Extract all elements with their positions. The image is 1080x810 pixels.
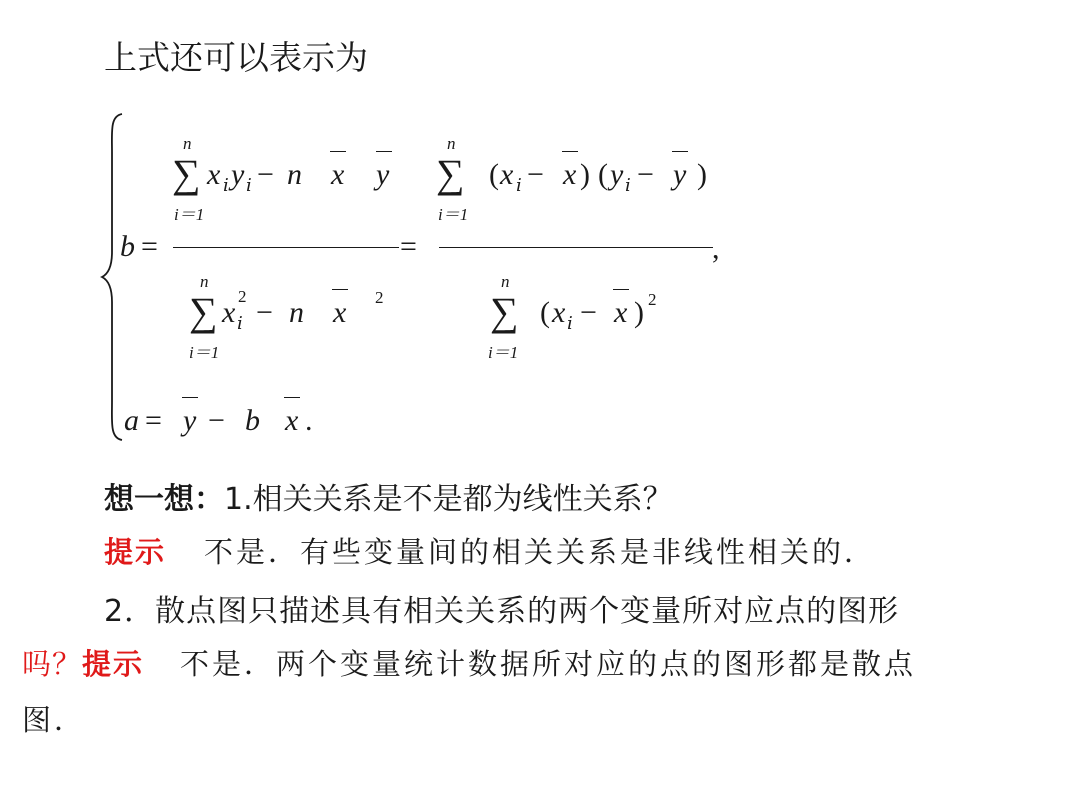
- var-x: x: [222, 296, 236, 329]
- period: .: [305, 404, 313, 437]
- subscript-i: i: [567, 313, 573, 334]
- sum-symbol: ∑: [436, 151, 465, 196]
- var-x-bar: x: [333, 296, 347, 329]
- paren-left: (: [540, 296, 550, 329]
- subscript-i: i: [625, 175, 631, 196]
- minus-sign: −: [637, 158, 654, 191]
- question-1-text: 1.相关关系是不是都为线性关系？: [224, 482, 673, 517]
- subscript-i: i: [246, 175, 252, 196]
- var-x-bar: x: [563, 158, 577, 191]
- var-x: x: [552, 296, 566, 329]
- paren-left: (: [489, 158, 499, 191]
- answer-2-cont: 图．: [22, 703, 87, 737]
- left-brace: [100, 112, 126, 442]
- minus-sign: −: [527, 158, 544, 191]
- overline: [672, 151, 688, 152]
- var-x-bar: x: [331, 158, 345, 191]
- var-b: b: [120, 230, 135, 263]
- var-x: x: [500, 158, 514, 191]
- equals-sign: =: [400, 230, 417, 263]
- sum-symbol: ∑: [490, 289, 519, 334]
- paren-right: ): [697, 158, 707, 191]
- sum-upper-n: n: [183, 134, 192, 153]
- overline: [562, 151, 578, 152]
- overline: [332, 289, 348, 290]
- var-y-bar: y: [376, 158, 390, 191]
- fraction-line: [173, 247, 399, 248]
- var-y: y: [231, 158, 245, 191]
- var-x-bar: x: [614, 296, 628, 329]
- sum-lower-index: i＝1: [488, 343, 519, 362]
- sum-upper-n: n: [501, 272, 510, 291]
- sum-upper-n: n: [447, 134, 456, 153]
- answer-1-text: 不是．有些变量间的相关关系是非线性相关的．: [204, 535, 877, 569]
- comma: ,: [712, 232, 720, 265]
- paren-right: ): [634, 296, 644, 329]
- subscript-i: i: [516, 175, 522, 196]
- overline: [182, 397, 198, 398]
- superscript-2: 2: [238, 287, 247, 306]
- var-y-bar: y: [183, 404, 197, 437]
- paren-left: (: [598, 158, 608, 191]
- var-x: x: [207, 158, 221, 191]
- question-2-text: 2．散点图只描述具有相关关系的两个变量所对应点的图形: [104, 594, 900, 629]
- equals-sign: =: [145, 404, 162, 437]
- paren-right: ): [580, 158, 590, 191]
- subscript-i: i: [223, 175, 229, 196]
- hint-1-row: [104, 530, 876, 571]
- overline: [284, 397, 300, 398]
- var-a: a: [124, 404, 139, 437]
- intro-text: 上式还可以表示为: [104, 38, 368, 77]
- minus-sign: −: [580, 296, 597, 329]
- var-x-bar: x: [285, 404, 299, 437]
- overline: [376, 151, 392, 152]
- sum-lower-index: i＝1: [438, 205, 469, 224]
- superscript-2: 2: [648, 290, 657, 309]
- answer-2-text: 不是．两个变量统计数据所对应的点的图形都是散点: [180, 647, 917, 681]
- superscript-2: 2: [375, 288, 384, 307]
- question-2-cont: 吗？: [22, 647, 83, 681]
- minus-sign: −: [208, 404, 225, 437]
- var-n: n: [287, 158, 302, 191]
- minus-sign: −: [256, 296, 273, 329]
- hint-label: 提示: [104, 535, 167, 569]
- var-b: b: [245, 404, 260, 437]
- overline: [613, 289, 629, 290]
- var-n: n: [289, 296, 304, 329]
- hint-2-row: [22, 642, 916, 683]
- equals-sign: =: [141, 230, 158, 263]
- think-question-1: [104, 474, 673, 518]
- sum-symbol: ∑: [172, 151, 201, 196]
- think-label: 想一想：: [104, 482, 224, 517]
- minus-sign: −: [257, 158, 274, 191]
- subscript-i: i: [237, 313, 243, 334]
- hint-label: 提示: [82, 647, 145, 681]
- var-y-bar: y: [673, 158, 687, 191]
- sum-upper-n: n: [200, 272, 209, 291]
- fraction-line: [439, 247, 713, 248]
- var-y: y: [610, 158, 624, 191]
- sum-symbol: ∑: [189, 289, 218, 334]
- overline: [330, 151, 346, 152]
- sum-lower-index: i＝1: [174, 205, 205, 224]
- sum-lower-index: i＝1: [189, 343, 220, 362]
